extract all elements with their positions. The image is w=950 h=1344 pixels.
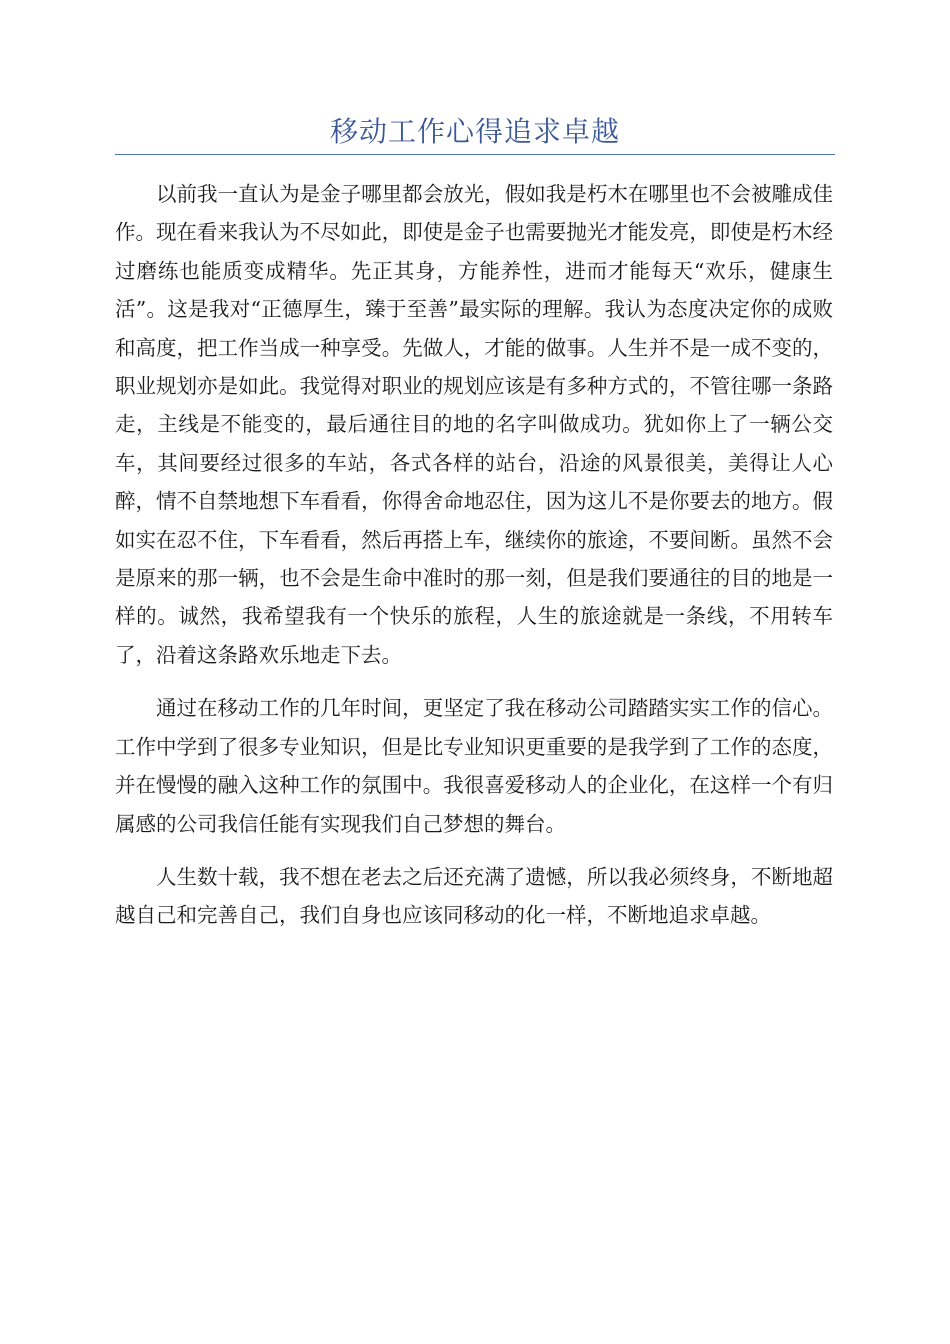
paragraph-3: 人生数十载，我不想在老去之后还充满了遗憾，所以我必须终身，不断地超越自己和完善自己，我们自身也应该同移动的化一样，不断地追求卓越。 — [115, 864, 833, 928]
title-underline — [115, 154, 835, 155]
paragraph-2: 通过在移动工作的几年时间，更坚定了我在移动公司踏踏实实工作的信心。工作中学到了很多专业知识，但是比专业知识更重要的是我学到了工作的态度，并在慢慢的融入这种工作的氛围中。我很喜爱移动人的企业化，在这样一个有归属感的公司我信任能有实现我们自己梦想的舞台。 — [115, 696, 833, 836]
document-title: 移动工作心得追求卓越 — [329, 115, 620, 148]
document-body — [115, 175, 833, 950]
paragraph-1: 以前我一直认为是金子哪里都会放光，假如我是朽木在哪里也不会被雕成佳作。现在看来我认为不尽如此，即使是金子也需要抛光才能发亮，即使是朽木经过磨练也能质变成精华。先正其身，方能养性，进而才能每天“欢乐，健康生活”。这是我对“正德厚生，臻于至善”最实际的理解。我认为态度决定你的成败和高度，把工作当成一种享受。先做人，才能的做事。人生并不是一成不变的，职业规划亦是如此。我觉得对职业的规划应该是有多种方式的，不管往哪一条路走，主线是不能变的，最后通往目的地的名字叫做成功。犹如你上了一辆公交车，其间要经过很多的车站，各式各样的站台，沿途的风景很美，美得让人心醉，情不自禁地想下车看看，你得舍命地忍住，因为这儿不是你要去的地方。假如实在忍不住，下车看看，然后再搭上车，继续你的旅途，不要间断。虽然不会是原来的那一辆，也不会是生命中准时的那一刻，但是我们要通往的目的地是一样的。诚然，我希望我有一个快乐的旅程，人生的旅途就是一条线，不用转车了，沿着这条路欢乐地走下去。 — [115, 182, 833, 667]
